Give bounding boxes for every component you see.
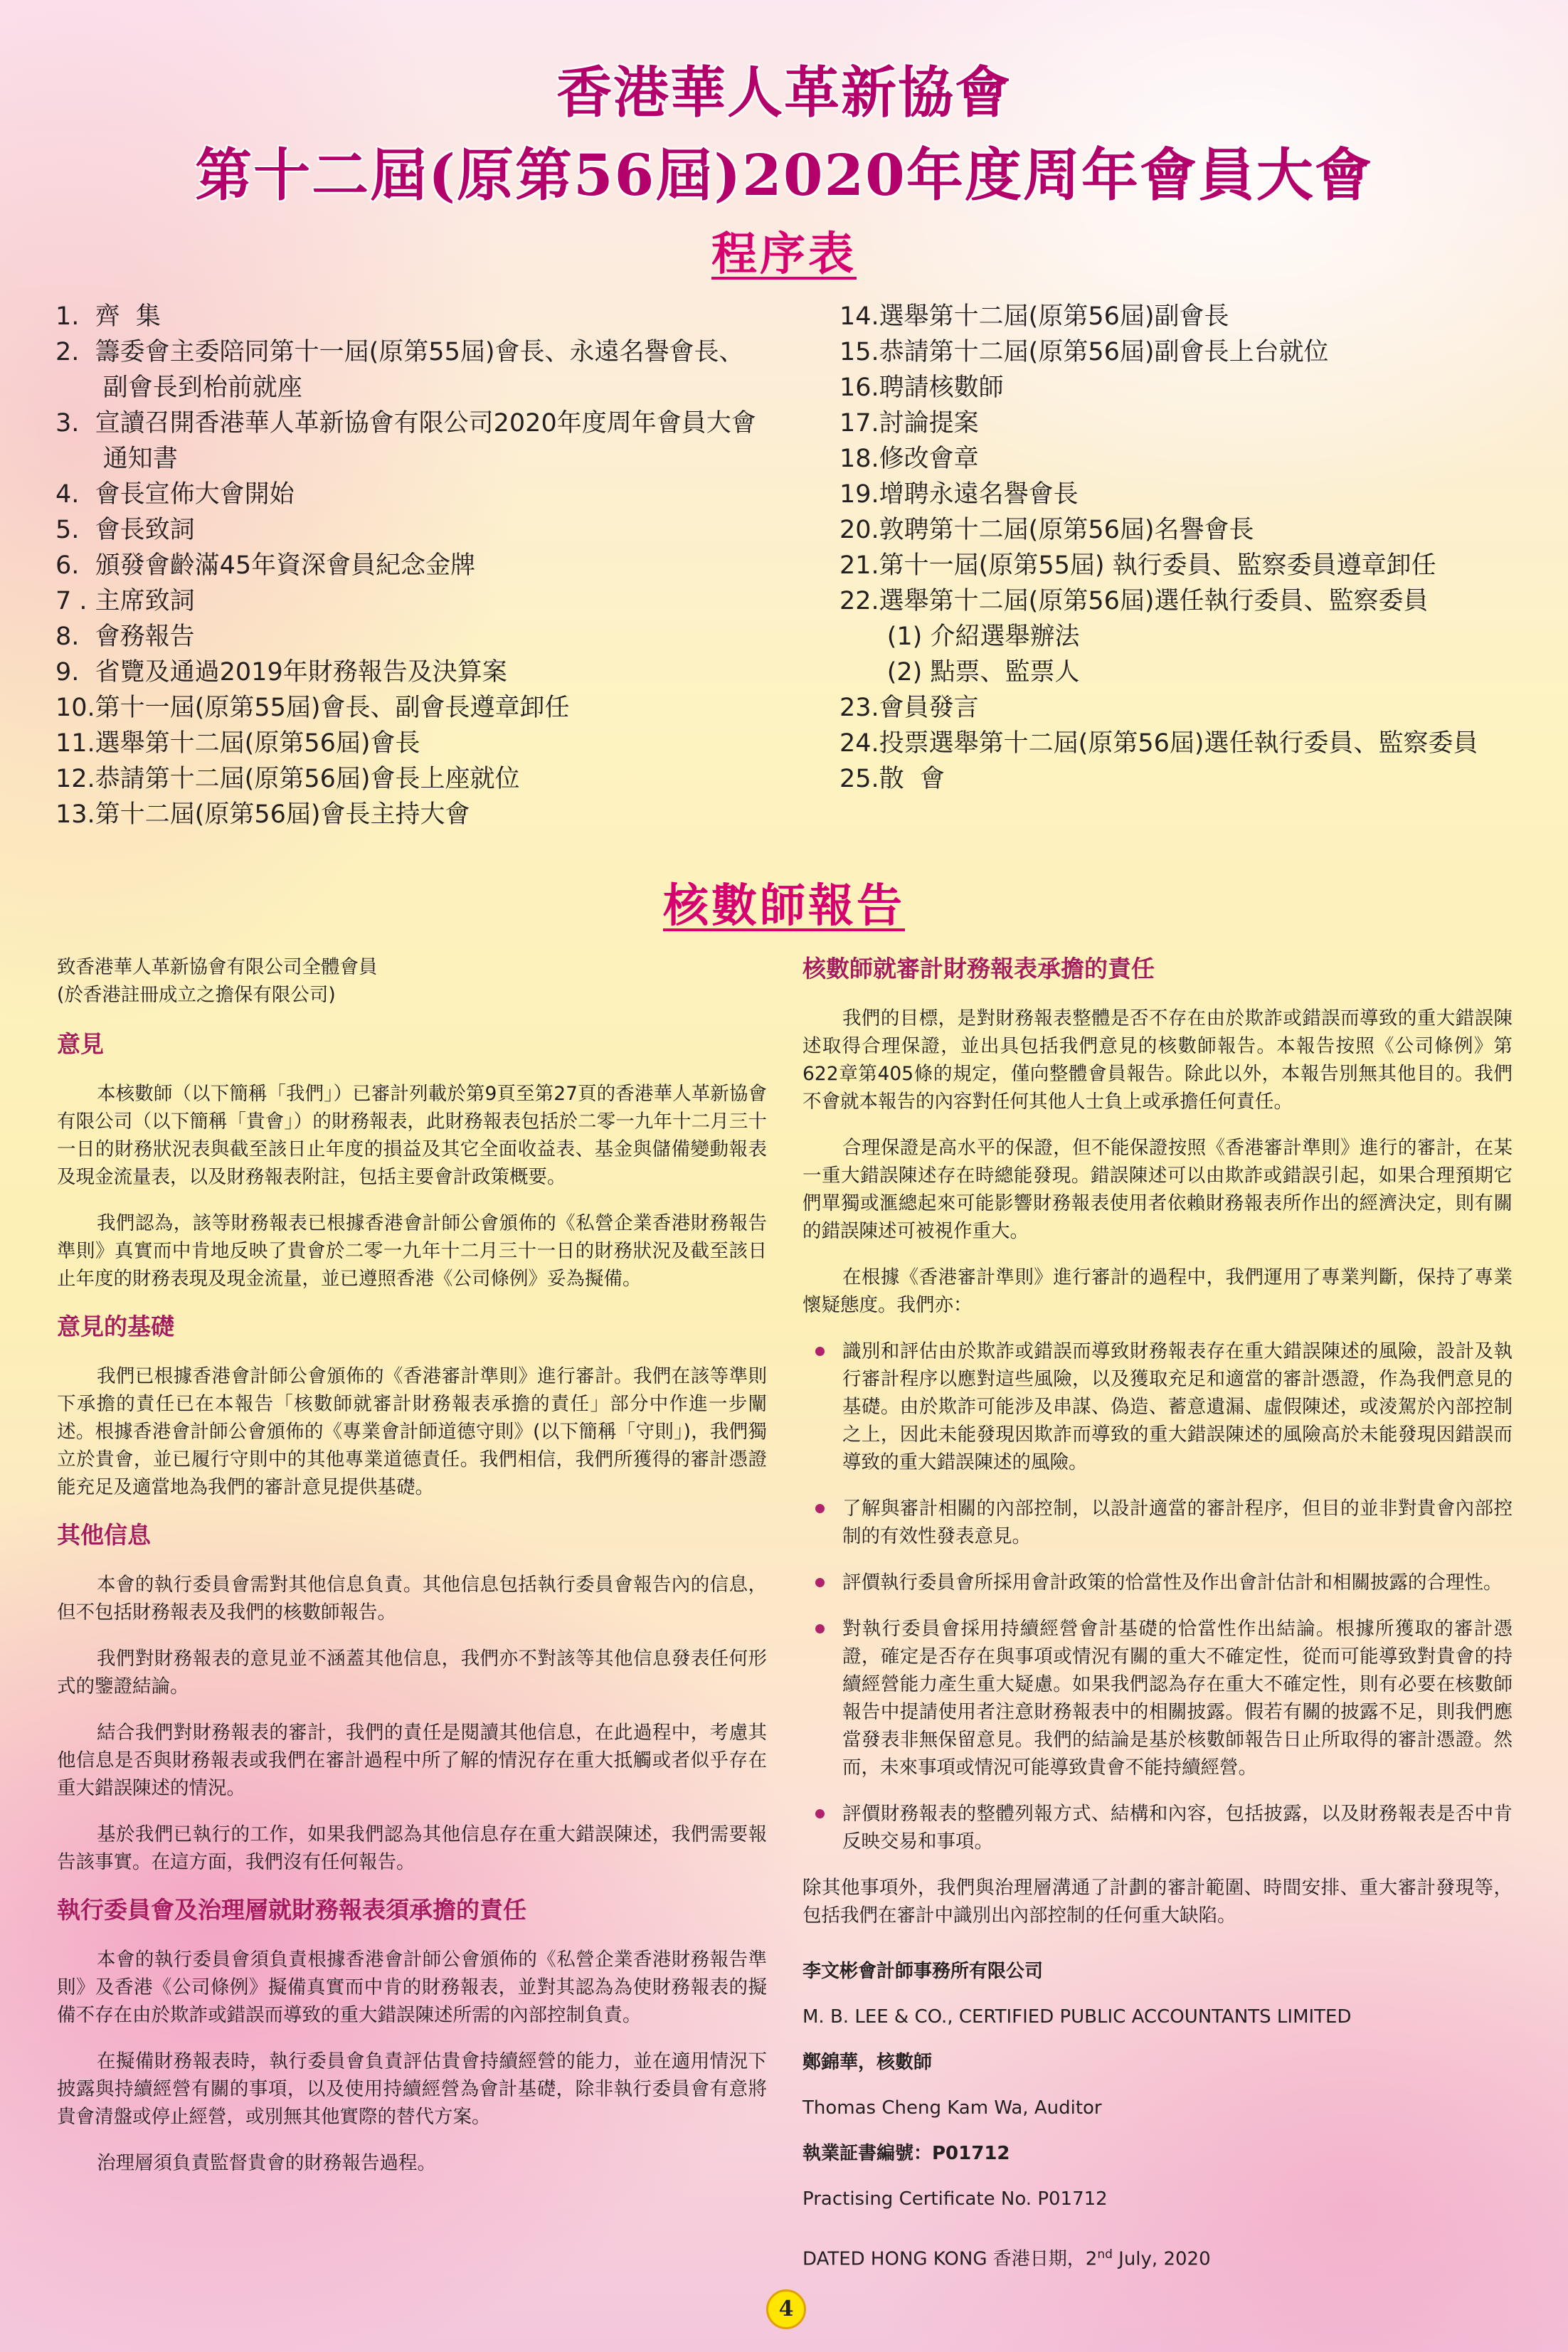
- page-number-badge: 4: [766, 2289, 806, 2329]
- exec-paragraph: 治理層須負責監督貴會的財務報告過程。: [97, 2152, 436, 2174]
- report-right-column: [802, 953, 1513, 2292]
- programme-item: 14.選舉第十二屆(原第56屆)副會長: [839, 302, 1229, 331]
- bullet-dot-icon: [815, 1578, 825, 1587]
- bullet-dot-icon: [815, 1624, 825, 1633]
- programme-heading: 程序表: [711, 228, 857, 281]
- auditor-paragraph: 在根據《香港審計準則》進行審計的過程中，我們運用了專業判斷，保持了專業懷疑態度。我們亦：: [802, 1266, 1513, 1316]
- auditor-paragraph: 合理保證是高水平的保證，但不能保證按照《香港審計準則》進行的審計，在某一重大錯誤陳述存在時總能發現。錯誤陳述可以由欺詐或錯誤引起，如果合理預期它們單獨或滙總起來可能影響財務報表使用者依賴財務報表所作出的經濟決定，則有關的錯誤陳述可被視作重大。: [802, 1137, 1513, 1242]
- programme-item: 22.選舉第十二屆(原第56屆)選任執行委員、監察委員: [839, 587, 1429, 615]
- association-title: 香港華人革新協會: [556, 60, 1012, 125]
- programme-item: 9. 省覽及通過2019年財務報告及決算案: [55, 658, 507, 687]
- programme-item: 副會長到枱前就座: [55, 374, 302, 402]
- bullet-item: 評價財務報表的整體列報方式、結構和內容，包括披露，以及財務報表是否中肯反映交易和事項。: [802, 1800, 1513, 1855]
- report-left-column: [57, 953, 767, 2195]
- exec-responsibility-heading: 執行委員會及治理層就財務報表須承擔的責任: [57, 1896, 526, 1924]
- other-info-heading: 其他信息: [57, 1521, 151, 1549]
- opinion-paragraph: 本核數師（以下簡稱「我們」）已審計列載於第9頁至第27頁的香港華人革新協會有限公司（以下簡稱「貴會」）的財務報表，此財務報表包括於二零一九年十二月三十一日的財務狀況表與截至該日止年度的損益及其它全面收益表、基金與儲備變動報表及現金流量表，以及財務報表附註，包括主要會計政策概要。: [57, 1083, 767, 1188]
- exec-paragraph: 本會的執行委員會須負責根據香港會計師公會頒佈的《私營企業香港財務報告準則》及香港《公司條例》擬備真實而中肯的財務報表，並對其認為為使財務報表的擬備不存在由於欺詐或錯誤而導致的重大錯誤陳述所需的內部控制負責。: [57, 1949, 767, 2026]
- auditor-name-zh: 鄭錦華，核數師: [802, 2052, 933, 2073]
- auditor-report-heading: 核數師報告: [663, 880, 905, 933]
- addressee-line-2: (於香港註冊成立之擔保有限公司): [57, 984, 336, 1006]
- programme-item: 24.投票選舉第十二屆(原第56屆)選任執行委員、監察委員: [839, 729, 1478, 758]
- other-info-paragraph: 我們對財務報表的意見並不涵蓋其他信息，我們亦不對該等其他信息發表任何形式的鑒證結論。: [57, 1648, 767, 1697]
- programme-item: 1. 齊 集: [55, 302, 161, 331]
- programme-item: 16.聘請核數師: [839, 374, 1004, 402]
- opinion-paragraph: 我們認為，該等財務報表已根據香港會計師公會頒佈的《私營企業香港財務報告準則》真實而中肯地反映了貴會於二零一九年十二月三十一日的財務狀況及截至該日止年度的財務表現及現金流量，並已遵照香港《公司條例》妥為擬備。: [57, 1212, 767, 1290]
- programme-item: 6. 頒發會齡滿45年資深會員紀念金牌: [55, 551, 476, 580]
- certificate-en: Practising Certificate No. P01712: [802, 2188, 1108, 2210]
- bullet-item: 評價執行委員會所採用會計政策的恰當性及作出會計估計和相關披露的合理性。: [802, 1569, 1513, 1596]
- programme-item: (2) 點票、監票人: [839, 658, 1080, 687]
- programme-item: 2. 籌委會主委陪同第十一屆(原第55屆)會長、永遠名譽會長、: [55, 338, 744, 366]
- bullet-dot-icon: [815, 1347, 825, 1356]
- other-info-paragraph: 結合我們對財務報表的審計，我們的責任是閱讀其他信息，在此過程中，考慮其他信息是否與財務報表或我們在審計過程中所了解的情況存在重大抵觸或者似乎存在重大錯誤陳述的情況。: [57, 1722, 767, 1799]
- programme-item: 11.選舉第十二屆(原第56屆)會長: [55, 729, 420, 758]
- closing-paragraph: 除其他事項外，我們與治理層溝通了計劃的審計範圍、時間安排、重大審計發現等，包括我們在審計中識別出內部控制的任何重大缺陷。: [802, 1877, 1513, 1927]
- programme-list-right: [839, 299, 1478, 797]
- programme-item: 8. 會務報告: [55, 623, 195, 651]
- programme-item: 5. 會長致詞: [55, 516, 195, 544]
- bullet-item: 了解與審計相關的內部控制，以設計適當的審計程序，但目的並非對貴會內部控制的有效性發表意見。: [802, 1495, 1513, 1550]
- basis-paragraph: 我們已根據香港會計師公會頒佈的《香港審計準則》進行審計。我們在該等準則下承擔的責任已在本報告「核數師就審計財務報表承擔的責任」部分中作進一步闡述。根據香港會計師公會頒佈的《專業會計師道德守則》(以下簡稱「守則」)，我們獨立於貴會，並已履行守則中的其他專業道德責任。我們相信，我們所獲得的審計憑證能充足及適當地為我們的審計意見提供基礎。: [57, 1365, 767, 1498]
- firm-name-zh: 李文彬會計師事務所有限公司: [802, 1961, 1044, 1982]
- programme-item: 19.增聘永遠名譽會長: [839, 480, 1079, 509]
- basis-heading: 意見的基礎: [57, 1313, 174, 1340]
- programme-list-left: [55, 299, 756, 832]
- programme-item: 12.恭請第十二屆(原第56屆)會長上座就位: [55, 765, 520, 793]
- certificate-zh: 執業証書編號：P01712: [802, 2143, 1010, 2164]
- auditor-name-en: Thomas Cheng Kam Wa, Auditor: [802, 2097, 1102, 2119]
- meeting-title: 第十二屆(原第56屆)2020年度周年會員大會: [195, 142, 1373, 208]
- addressee-line-1: 致香港華人革新協會有限公司全體會員: [57, 956, 378, 978]
- dated-line: DATED HONG KONG 香港日期，2nd July, 2020: [802, 2247, 1211, 2270]
- programme-item: 23.會員發言: [839, 694, 979, 722]
- exec-paragraph: 在擬備財務報表時，執行委員會負責評估貴會持續經營的能力，並在適用情況下披露與持續經營有關的事項，以及使用持續經營為會計基礎，除非執行委員會有意將貴會清盤或停止經營，或別無其他實際的替代方案。: [57, 2050, 767, 2128]
- programme-item: 13.第十二屆(原第56屆)會長主持大會: [55, 800, 470, 829]
- auditor-paragraph: 我們的目標，是對財務報表整體是否不存在由於欺詐或錯誤而導致的重大錯誤陳述取得合理保證，並出具包括我們意見的核數師報告。本報告按照《公司條例》第622章第405條的規定，僅向整體會員報告。除此以外，本報告別無其他目的。我們不會就本報告的內容對任何其他人士負上或承擔任何責任。: [802, 1007, 1513, 1113]
- programme-item: 7 . 主席致詞: [55, 587, 195, 615]
- bullet-item: 識別和評估由於欺詐或錯誤而導致財務報表存在重大錯誤陳述的風險，設計及執行審計程序以應對這些風險，以及獲取充足和適當的審計憑證，作為我們意見的基礎。由於欺詐可能涉及串謀、偽造、蓄意遺漏、虛假陳述，或淩駕於內部控制之上，因此未能發現因欺詐而導致的重大錯誤陳述的風險高於未能發現因錯誤而導致的重大錯誤陳述的風險。: [802, 1337, 1513, 1476]
- firm-name-en: M. B. LEE & CO., CERTIFIED PUBLIC ACCOUNTANTS LIMITED: [802, 2006, 1352, 2028]
- programme-item: 通知書: [55, 445, 178, 473]
- programme-item: 3. 宣讀召開香港華人革新協會有限公司2020年度周年會員大會: [55, 409, 756, 438]
- programme-item: 25.散 會: [839, 765, 945, 793]
- programme-item: 10.第十一屆(原第55屆)會長、副會長遵章卸任: [55, 694, 570, 722]
- other-info-paragraph: 本會的執行委員會需對其他信息負責。其他信息包括執行委員會報告內的信息，但不包括財務報表及我們的核數師報告。: [57, 1574, 767, 1623]
- programme-item: 18.修改會章: [839, 445, 979, 473]
- programme-item: 20.敦聘第十二屆(原第56屆)名譽會長: [839, 516, 1254, 544]
- auditor-responsibility-heading: 核數師就審計財務報表承擔的責任: [802, 955, 1155, 982]
- programme-item: 15.恭請第十二屆(原第56屆)副會長上台就位: [839, 338, 1329, 366]
- bullet-dot-icon: [815, 1809, 825, 1818]
- programme-item: 17.討論提案: [839, 409, 979, 438]
- other-info-paragraph: 基於我們已執行的工作，如果我們認為其他信息存在重大錯誤陳述，我們需要報告該事實。在這方面，我們沒有任何報告。: [57, 1823, 767, 1873]
- bullet-dot-icon: [815, 1504, 825, 1513]
- programme-item: 21.第十一屆(原第55屆) 執行委員、監察委員遵章卸任: [839, 551, 1436, 580]
- opinion-heading: 意見: [57, 1030, 104, 1058]
- programme-item: (1) 介紹選舉辦法: [839, 623, 1080, 651]
- bullet-item: 對執行委員會採用持續經營會計基礎的恰當性作出結論。根據所獲取的審計憑證，確定是否存在與事項或情況有關的重大不確定性，從而可能導致對貴會的持續經營能力產生重大疑慮。如果我們認為存在重大不確定性，則有必要在核數師報告中提請使用者注意財務報表中的相關披露。假若有關的披露不足，則我們應當發表非無保留意見。我們的結論是基於核數師報告日止所取得的審計憑證。然而，未來事項或情況可能導致貴會不能持續經營。: [802, 1615, 1513, 1781]
- programme-item: 4. 會長宣佈大會開始: [55, 480, 295, 509]
